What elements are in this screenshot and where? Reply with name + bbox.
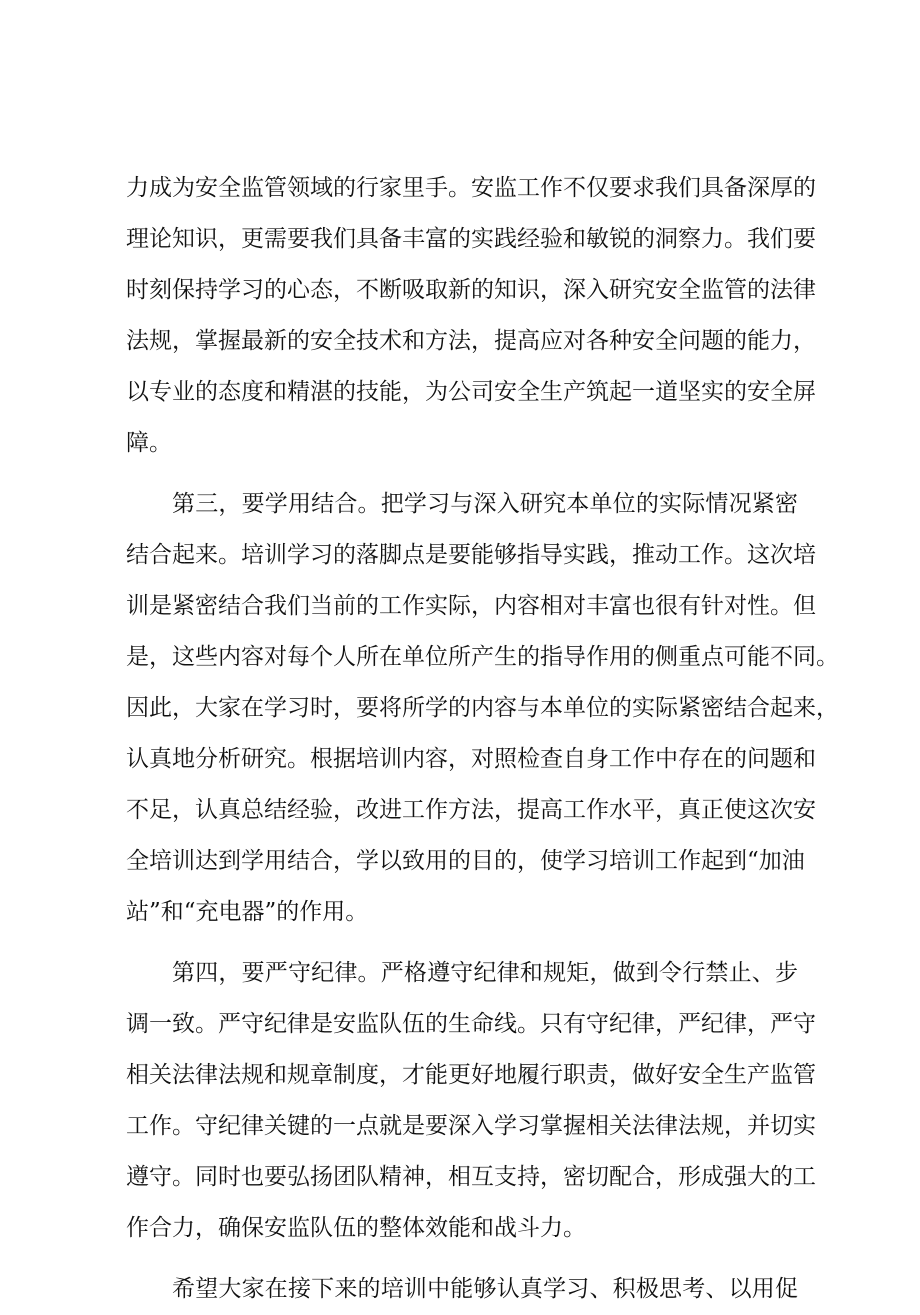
text-line: 以专业的态度和精湛的技能，为公司安全生产筑起一道坚实的安全屏	[126, 379, 816, 405]
text-line: 结合起来。培训学习的落脚点是要能够指导实践，推动工作。这次培	[126, 542, 816, 568]
text-line: 希望大家在接下来的培训中能够认真学习、积极思考、以用促	[172, 1276, 798, 1302]
text-line: 工作。守纪律关键的一点就是要深入学习掌握相关法律法规，并切实	[126, 1113, 816, 1139]
text-line: 时刻保持学习的心态，不断吸取新的知识，深入研究安全监管的法律	[126, 277, 816, 303]
text-line: 调一致。严守纪律是安监队伍的生命线。只有守纪律，严纪律，严守	[126, 1011, 816, 1037]
text-line: 法规，掌握最新的安全技术和方法，提高应对各种安全问题的能力，	[126, 328, 816, 354]
document-body	[126, 163, 839, 1315]
text-line: 训是紧密结合我们当前的工作实际，内容相对丰富也很有针对性。但	[126, 593, 816, 619]
text-line: 遵守。同时也要弘扬团队精神，相互支持，密切配合，形成强大的工	[126, 1164, 816, 1190]
text-line: 第三，要学用结合。把学习与深入研究本单位的实际情况紧密	[172, 491, 798, 517]
text-line: 相关法律法规和规章制度，才能更好地履行职责，做好安全生产监管	[126, 1062, 816, 1088]
text-line: 理论知识，更需要我们具备丰富的实践经验和敏锐的洞察力。我们要	[126, 226, 816, 252]
text-line: 认真地分析研究。根据培训内容，对照检查自身工作中存在的问题和	[126, 746, 816, 772]
text-line: 力成为安全监管领域的行家里手。安监工作不仅要求我们具备深厚的	[126, 175, 816, 201]
text-line: 因此，大家在学习时，要将所学的内容与本单位的实际紧密结合起来，	[126, 695, 839, 721]
text-line: 作合力，确保安监队伍的整体效能和战斗力。	[126, 1215, 586, 1241]
text-line: 站”和“充电器”的作用。	[126, 899, 369, 925]
text-line: 是，这些内容对每个人所在单位所产生的指导作用的侧重点可能不同。	[126, 644, 839, 670]
text-line: 第四，要严守纪律。严格遵守纪律和规矩，做到令行禁止、步	[172, 960, 798, 986]
text-line: 不足，认真总结经验，改进工作方法，提高工作水平，真正使这次安	[126, 797, 816, 823]
text-line: 全培训达到学用结合，学以致用的目的，使学习培训工作起到“加油	[126, 848, 805, 874]
text-line: 障。	[126, 430, 172, 456]
